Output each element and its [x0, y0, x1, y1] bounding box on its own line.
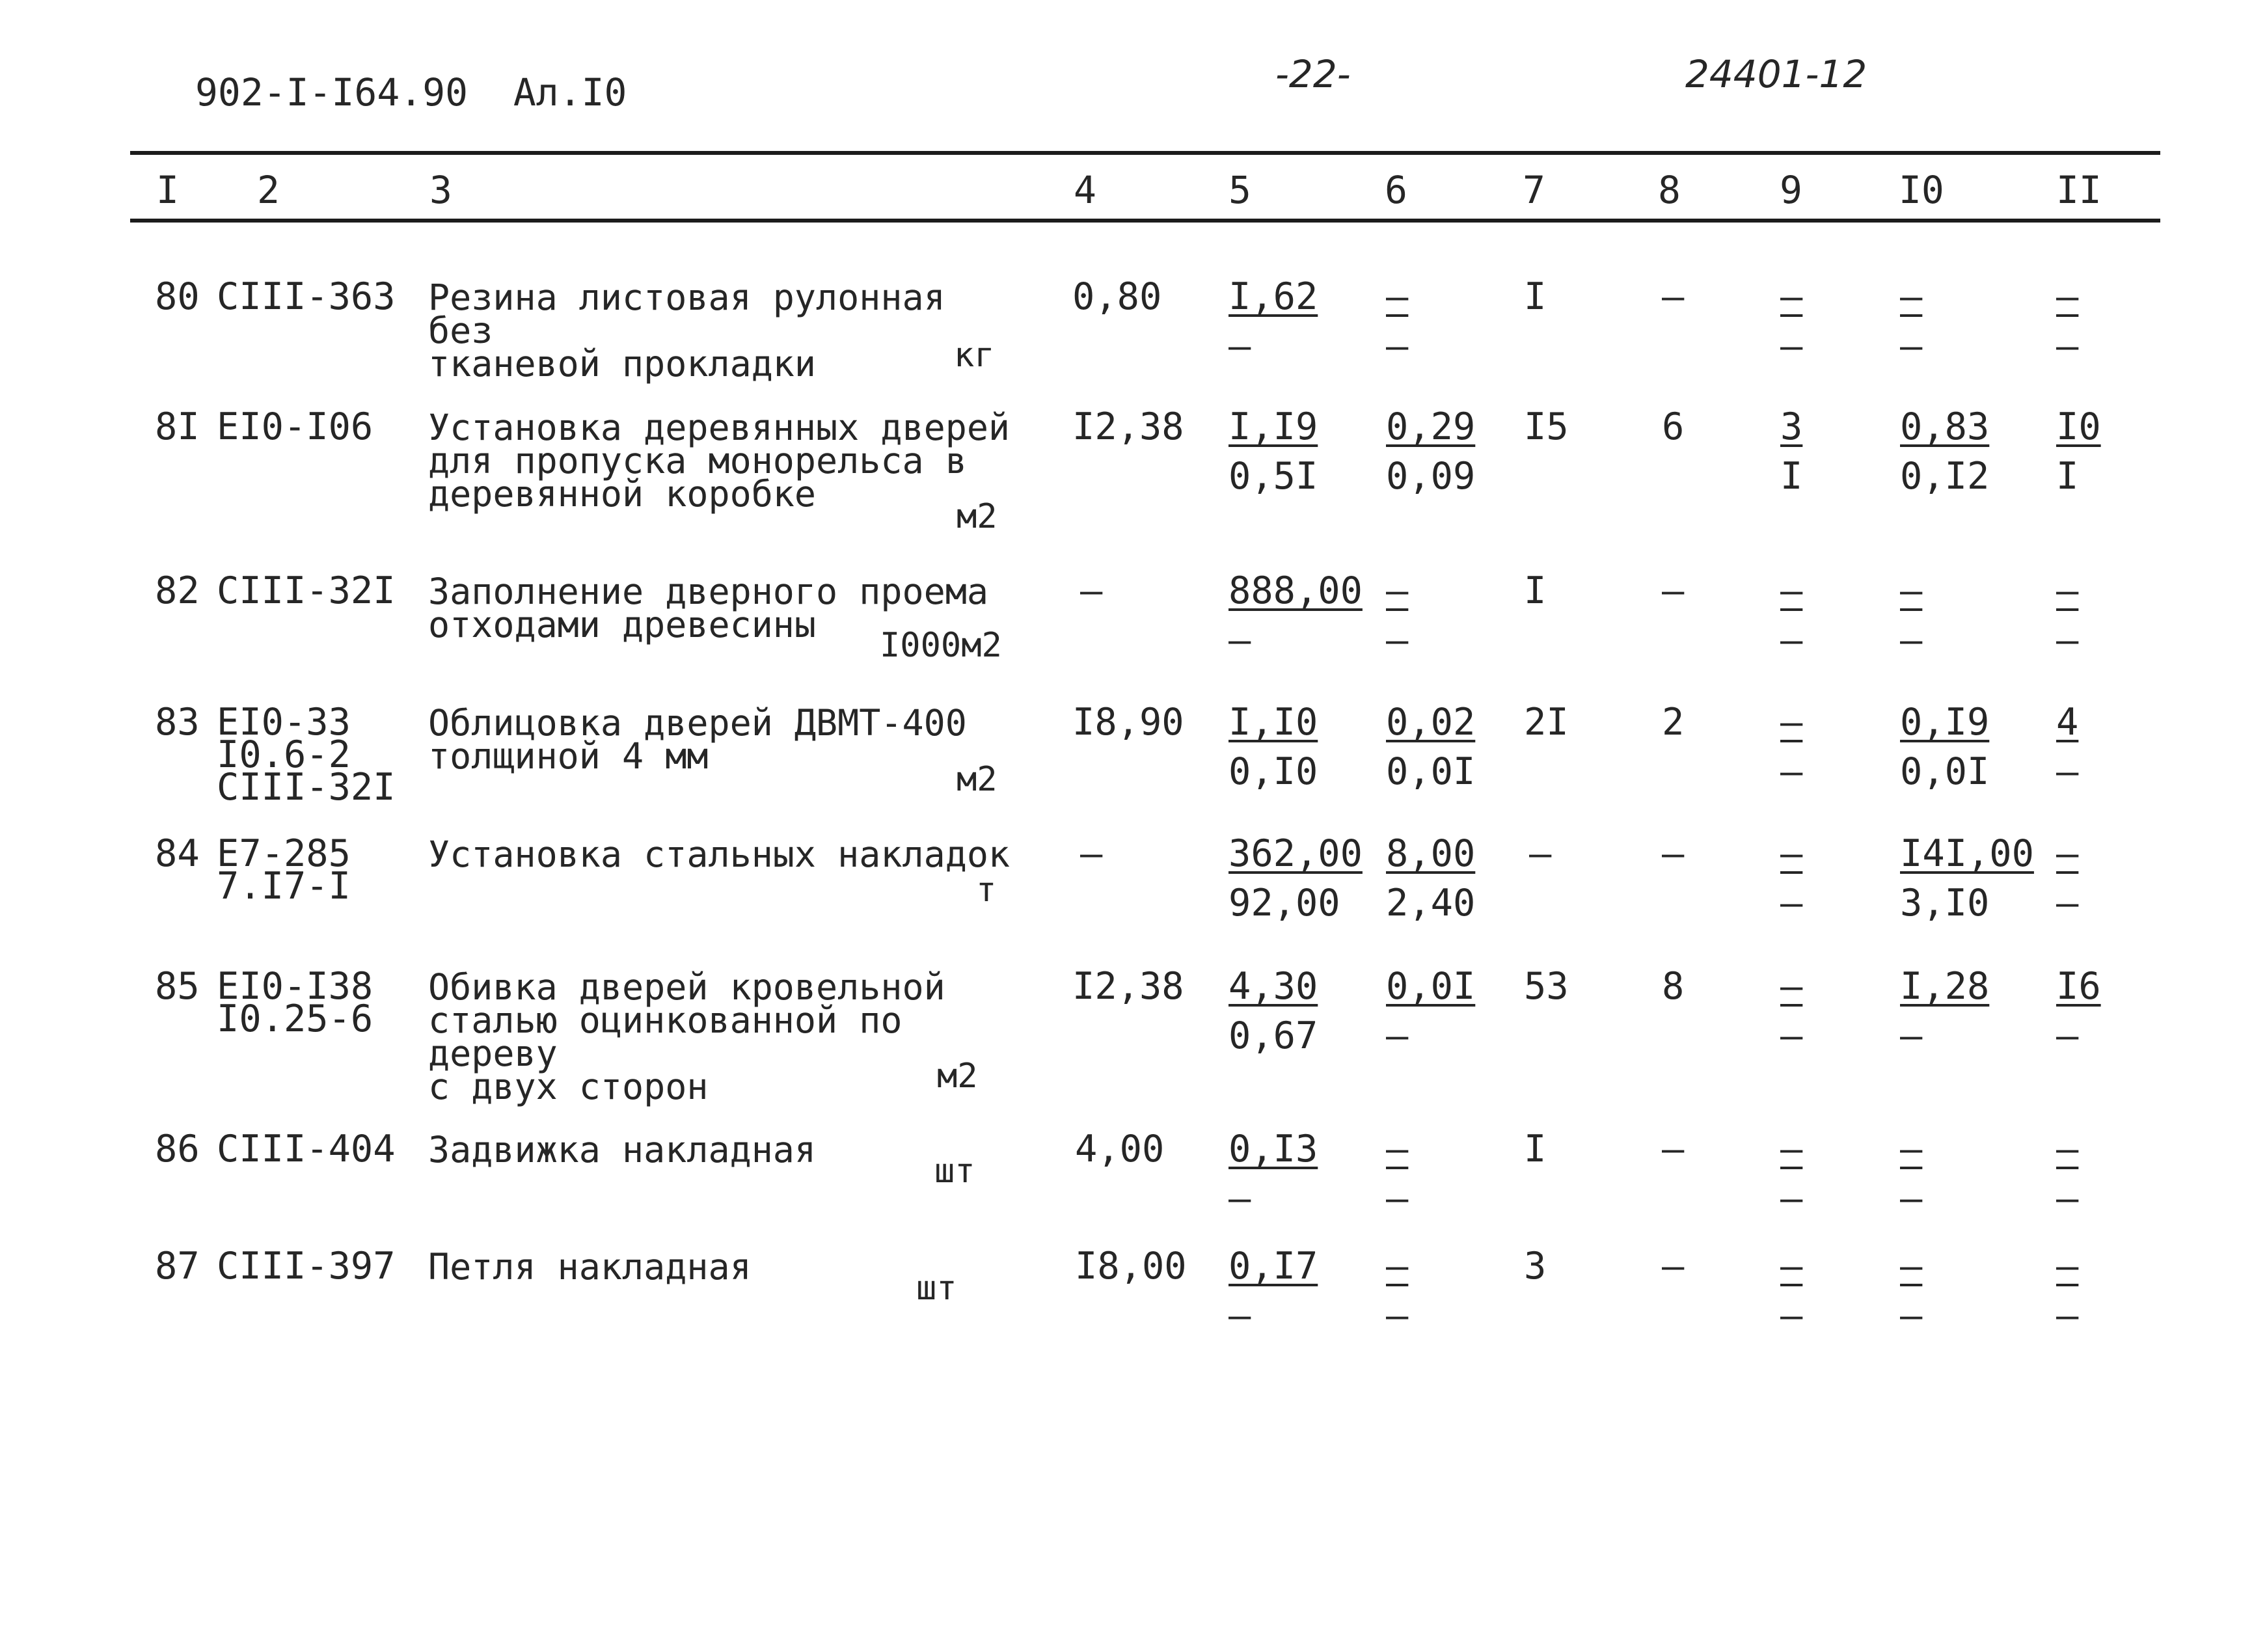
col9-bottom: – — [1780, 325, 1803, 368]
col5-bottom: – — [1229, 325, 1251, 368]
col6-value — [1386, 829, 1475, 928]
col11-bottom: – — [2056, 1294, 2079, 1337]
col6-bottom: 0,09 — [1386, 455, 1476, 498]
norm-code: I0.6-2 — [217, 733, 351, 776]
col11-bottom: – — [2056, 1014, 2079, 1057]
row-number: 83 — [155, 701, 200, 744]
doc-code: 902-I-I64.90 — [195, 70, 468, 115]
col10-value — [1900, 1241, 1922, 1340]
column-header-1: I — [156, 168, 179, 212]
col9-top: – — [1780, 1128, 1803, 1171]
col8-value: 6 — [1662, 405, 1685, 448]
page-number: -22- — [1275, 52, 1351, 96]
work-description: Обивка дверей кровельной сталью оцинкованной по дереву с двух сторон — [428, 966, 945, 1107]
quantity: I8,90 — [1072, 701, 1184, 744]
col11-top: I6 — [2056, 965, 2101, 1008]
col9-bottom: – — [1780, 882, 1803, 925]
col7-value: 3 — [1524, 1245, 1547, 1288]
col11-bottom: – — [2056, 325, 2079, 368]
col5-value — [1229, 1124, 1318, 1223]
col5-bottom: – — [1229, 619, 1251, 662]
norm-code: CIII-363 — [217, 275, 396, 318]
col10-bottom: – — [1900, 325, 1923, 368]
col11-value — [2056, 1124, 2078, 1223]
col6-top: 0,29 — [1386, 405, 1476, 448]
col9-value — [1780, 272, 1802, 371]
col9-top: – — [1780, 275, 1803, 318]
col9-value — [1780, 697, 1802, 796]
col7-value: I — [1524, 275, 1547, 318]
table-header-bottom-rule — [130, 219, 2160, 223]
unit-of-measure: шт — [916, 1269, 957, 1308]
unit-of-measure: кг — [954, 336, 995, 375]
col10-top: 0,83 — [1900, 405, 1990, 448]
unit-of-measure: м2 — [937, 1057, 978, 1096]
col11-top: – — [2056, 1128, 2079, 1171]
col9-bottom: – — [1780, 619, 1803, 662]
work-description: Установка стальных накладок — [428, 833, 1011, 875]
col10-bottom: – — [1900, 1177, 1923, 1220]
col10-value — [1900, 697, 1989, 796]
col8-value: – — [1662, 1245, 1685, 1288]
col9-value — [1780, 1241, 1802, 1340]
col9-value — [1780, 402, 1802, 501]
col8-value: – — [1662, 832, 1685, 875]
col7-value: – — [1529, 832, 1552, 875]
col9-top: 3 — [1780, 405, 1803, 448]
col10-bottom: – — [1900, 619, 1923, 662]
col6-value — [1386, 566, 1408, 665]
col6-bottom: – — [1386, 1014, 1409, 1057]
row-number: 80 — [155, 275, 200, 318]
col5-bottom: 92,00 — [1229, 882, 1340, 925]
col11-top: I0 — [2056, 405, 2101, 448]
col5-value — [1229, 1241, 1318, 1340]
album-number: Ал.I0 — [513, 70, 627, 115]
col10-value — [1900, 829, 2034, 928]
col9-top: – — [1780, 569, 1803, 612]
col10-value — [1900, 962, 1989, 1061]
col6-top: 0,02 — [1386, 701, 1476, 744]
column-header-4: 4 — [1074, 168, 1096, 212]
col5-value — [1229, 829, 1363, 928]
col8-value: 2 — [1662, 701, 1685, 744]
col6-value — [1386, 402, 1475, 501]
col5-top: 4,30 — [1229, 965, 1318, 1008]
col8-value: 8 — [1662, 965, 1685, 1008]
col7-value: I — [1524, 569, 1547, 612]
col11-value — [2056, 566, 2078, 665]
col5-bottom: – — [1229, 1294, 1251, 1337]
column-header-2: 2 — [257, 168, 280, 212]
col7-value: I — [1524, 1128, 1547, 1171]
work-description: Заполнение дверного проема отходами древесины — [428, 571, 988, 645]
work-description: Задвижка накладная — [428, 1129, 817, 1171]
col6-value — [1386, 697, 1475, 796]
column-header-9: 9 — [1780, 168, 1802, 212]
col11-value — [2056, 1241, 2078, 1340]
col9-top: – — [1780, 832, 1803, 875]
col9-bottom: – — [1780, 1294, 1803, 1337]
col9-top: – — [1780, 1245, 1803, 1288]
col5-value — [1229, 402, 1318, 501]
col11-top: 4 — [2056, 701, 2079, 744]
quantity: I2,38 — [1072, 405, 1184, 448]
col6-top: – — [1386, 569, 1409, 612]
norm-code: CIII-404 — [217, 1128, 396, 1171]
norm-code: I0.25-6 — [217, 997, 373, 1040]
col5-top: I,62 — [1229, 275, 1318, 318]
norm-code: CIII-32I — [217, 766, 396, 809]
table-row — [0, 965, 2267, 1119]
column-header-3: 3 — [429, 168, 452, 212]
row-number: 87 — [155, 1245, 200, 1288]
col11-value — [2056, 697, 2078, 796]
quantity: I8,00 — [1075, 1245, 1187, 1288]
col6-bottom: – — [1386, 1177, 1409, 1220]
col9-top: – — [1780, 701, 1803, 744]
col11-value — [2056, 829, 2078, 928]
col6-top: 0,0I — [1386, 965, 1476, 1008]
sheet-code: 24401-12 — [1685, 52, 1867, 96]
col10-top: – — [1900, 1245, 1923, 1288]
col8-value: – — [1662, 275, 1685, 318]
col10-value — [1900, 566, 1922, 665]
col11-value — [2056, 272, 2078, 371]
column-header-6: 6 — [1385, 168, 1407, 212]
col5-top: 0,I7 — [1229, 1245, 1318, 1288]
work-description: Установка деревянных дверей для пропуска монорельса в деревянной коробке — [428, 407, 1011, 515]
row-number: 82 — [155, 569, 200, 612]
col5-bottom: 0,67 — [1229, 1014, 1318, 1057]
quantity: – — [1080, 832, 1103, 875]
col8-value: – — [1662, 1128, 1685, 1171]
work-description: Резина листовая рулонная без тканевой прокладки — [428, 277, 945, 385]
col11-bottom: – — [2056, 1177, 2079, 1220]
col9-bottom: – — [1780, 1014, 1803, 1057]
col10-top: 0,I9 — [1900, 701, 1990, 744]
col10-bottom: – — [1900, 1014, 1923, 1057]
col7-value: I5 — [1524, 405, 1569, 448]
col10-value — [1900, 402, 1989, 501]
col10-bottom: 3,I0 — [1900, 882, 1990, 925]
col6-bottom: – — [1386, 325, 1409, 368]
col10-top: – — [1900, 569, 1923, 612]
norm-code: EI0-I38 — [217, 965, 373, 1008]
col10-top: – — [1900, 275, 1923, 318]
col9-bottom: – — [1780, 750, 1803, 793]
col6-bottom: – — [1386, 619, 1409, 662]
unit-of-measure: м2 — [957, 760, 998, 799]
col10-top: I4I,00 — [1900, 832, 2034, 875]
col5-bottom: 0,I0 — [1229, 750, 1318, 793]
col11-bottom: – — [2056, 750, 2079, 793]
row-number: 84 — [155, 832, 200, 875]
col10-top: I,28 — [1900, 965, 1990, 1008]
column-header-8: 8 — [1658, 168, 1681, 212]
col11-bottom: – — [2056, 619, 2079, 662]
row-number: 8I — [155, 405, 200, 448]
col11-value — [2056, 402, 2101, 501]
table-row — [0, 1245, 2267, 1399]
norm-code: 7.I7-I — [217, 865, 351, 908]
unit-of-measure: т — [976, 871, 997, 910]
col11-top: – — [2056, 569, 2079, 612]
col11-bottom: – — [2056, 882, 2079, 925]
col9-value — [1780, 1124, 1802, 1223]
norm-code: E7-285 — [217, 832, 351, 875]
col10-bottom: 0,0I — [1900, 750, 1990, 793]
col10-bottom: 0,I2 — [1900, 455, 1990, 498]
col11-top: – — [2056, 275, 2079, 318]
col5-top: I,I9 — [1229, 405, 1318, 448]
col5-top: 0,I3 — [1229, 1128, 1318, 1171]
unit-of-measure: I000м2 — [880, 626, 1002, 665]
norm-code: CIII-32I — [217, 569, 396, 612]
col5-bottom: – — [1229, 1177, 1251, 1220]
col6-top: – — [1386, 1128, 1409, 1171]
col5-top: I,I0 — [1229, 701, 1318, 744]
col5-value — [1229, 566, 1363, 665]
col7-value: 53 — [1524, 965, 1569, 1008]
col7-value: 2I — [1524, 701, 1569, 744]
table-top-rule — [130, 151, 2160, 155]
column-header-7: 7 — [1523, 168, 1545, 212]
col10-value — [1900, 272, 1922, 371]
col6-value — [1386, 1241, 1408, 1340]
row-number: 86 — [155, 1128, 200, 1171]
col6-bottom: 0,0I — [1386, 750, 1476, 793]
col10-top: – — [1900, 1128, 1923, 1171]
work-description: Петля накладная — [428, 1246, 752, 1288]
col9-value — [1780, 829, 1802, 928]
col5-value — [1229, 272, 1318, 371]
column-header-11: II — [2056, 168, 2102, 212]
quantity: – — [1080, 569, 1103, 612]
col5-top: 888,00 — [1229, 569, 1363, 612]
norm-code: EI0-33 — [217, 701, 351, 744]
document-code — [195, 70, 627, 115]
col11-bottom: I — [2056, 455, 2079, 498]
col6-top: – — [1386, 275, 1409, 318]
col9-bottom: – — [1780, 1177, 1803, 1220]
col10-bottom: – — [1900, 1294, 1923, 1337]
col11-top: – — [2056, 1245, 2079, 1288]
table-row — [0, 405, 2267, 560]
norm-code: EI0-I06 — [217, 405, 373, 448]
col5-bottom: 0,5I — [1229, 455, 1318, 498]
col11-top: – — [2056, 832, 2079, 875]
quantity: 4,00 — [1075, 1128, 1165, 1171]
work-description: Облицовка дверей ДВМТ-400 толщиной 4 мм — [428, 702, 967, 777]
col6-value — [1386, 962, 1475, 1061]
col6-bottom: – — [1386, 1294, 1409, 1337]
column-header-10: I0 — [1899, 168, 1944, 212]
col8-value: – — [1662, 569, 1685, 612]
col9-bottom: I — [1780, 455, 1803, 498]
col9-top: – — [1780, 965, 1803, 1008]
col6-top: 8,00 — [1386, 832, 1476, 875]
col6-bottom: 2,40 — [1386, 882, 1476, 925]
quantity: I2,38 — [1072, 965, 1184, 1008]
col9-value — [1780, 962, 1802, 1061]
unit-of-measure: м2 — [957, 497, 998, 536]
col6-value — [1386, 1124, 1408, 1223]
col11-value — [2056, 962, 2101, 1061]
column-header-5: 5 — [1229, 168, 1251, 212]
col5-top: 362,00 — [1229, 832, 1363, 875]
row-number: 85 — [155, 965, 200, 1008]
col10-value — [1900, 1124, 1922, 1223]
col5-value — [1229, 697, 1318, 796]
col5-value — [1229, 962, 1318, 1061]
col9-value — [1780, 566, 1802, 665]
col6-value — [1386, 272, 1408, 371]
unit-of-measure: шт — [934, 1152, 975, 1191]
quantity: 0,80 — [1072, 275, 1162, 318]
norm-code: CIII-397 — [217, 1245, 396, 1288]
col6-top: – — [1386, 1245, 1409, 1288]
